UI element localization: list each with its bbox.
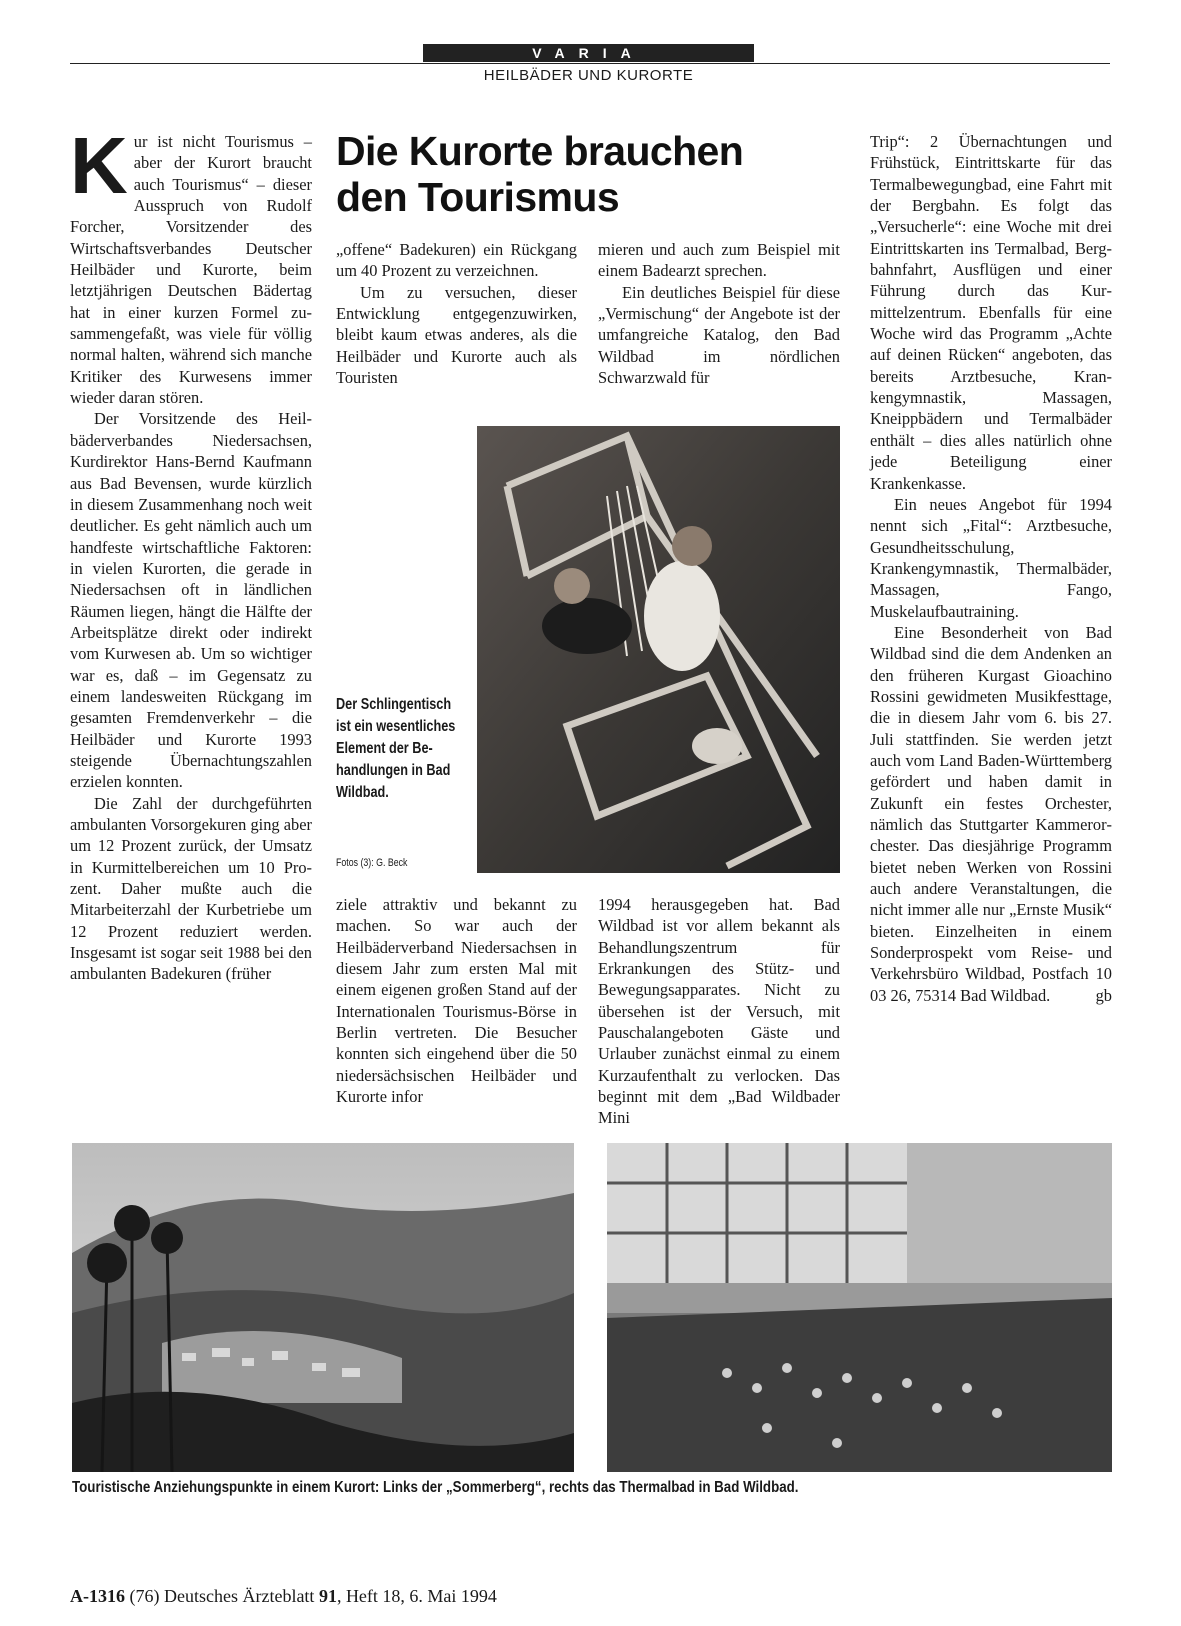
headline-line: den Tourismus (336, 174, 620, 220)
paragraph (70, 121, 312, 408)
author-signature: gb (1095, 985, 1112, 1005)
section-title: HEILBÄDER UND KURORTE (483, 67, 694, 84)
paragraph: 1994 herausgegeben hat. Bad Wildbad ist vor allem bekannt als Behandlungszentrum für Erkrankungen des Stütz- und Bewegungsapparates. Nicht zu übersehen ist der Versuch, mit Pauschalangeboten Gäste und Urlauber zunächst einmal zu einem Kurzaufenthalt zu verlocken. Das beginnt mit dem „Bad Wildbader Mini (598, 895, 840, 1128)
paragraph-text: Eine Besonderheit von Bad Wildbad sind die dem Andenken an den früheren Kurgast Gioachino Rossini gewidmeten Musikfesttage, die in diesem Jahr vom 6. bis 27. Juli stattfinden. Sie werden jetzt auch vom Land Baden-Württemberg gefördert und haben damit in Zukunft ein festes Orchester, nämlich das Stuttgarter Kammerorchester. Das diesjährige Programm bietet neben Werken von Rossini auch andere Veranstaltungen, die nicht immer alle nur „Ernste Musik“ bieten. Einzelheiten in einem Sonderprospekt vom Reise- und Verkehrsbüro Wildbad, Postfach 10 03 26, 75314 Bad Wildbad. (870, 622, 1112, 1005)
article-column-1 (70, 121, 312, 985)
figure-caption-bottom: Touristische Anziehungspunkte in einem Kurort: Links der „Sommerberg“, rechts das Thermalbad in Bad Wildbad. (72, 1479, 799, 1496)
paragraph: mieren und auch zum Beispiel mit einem Badearzt sprechen. (598, 240, 840, 281)
article-column-2-top (336, 239, 577, 388)
photo-thermalbad-image (607, 1143, 1112, 1472)
photo-credit: Fotos (3): G. Beck (336, 857, 408, 869)
section-kicker-bar (423, 44, 754, 62)
headline-line: Die Kurorte brauchen (336, 128, 744, 174)
paragraph: Die Zahl der durchgeführten ambulanten Vorsorgekuren ging aber um 12 Prozent zurück, der Umsatz in Kurmittelbereichen um 10 Prozent. Daher mußte auch die Mitarbeiterzahl der Kurbetriebe um 12 Prozent reduziert werden. Insgesamt ist sogar seit 1988 bei den ambulanten Badekuren (früher (70, 793, 312, 984)
photo-schlingentisch (477, 426, 840, 873)
issue-suffix: , Heft 18, 6. Mai 1994 (336, 1586, 497, 1606)
paragraph: Trip“: 2 Übernachtungen und Frühstück, Eintrittskarte für das Termalbewegungbad, eine Fahrt mit der Bergbahn. Es folgt das „Versucherle“: eine Woche mit drei Eintrittskarten ins Termalbad, Bergbahnfahrt, Ausflügen und einer Führung durch das Kurmittelzentrum. Ebenfalls für eine Woche wird das Programm „Achte auf deinen Rücken“ angeboten, das bereits Arztbesuche, Krankengymnastik, Massagen, Kneippbädern und Termalbäder enthält – dies alles natürlich ohne jede Beteiligung einer Krankenkasse. (870, 132, 1112, 493)
article-column-4 (870, 131, 1112, 1006)
article-column-2-bottom (336, 894, 577, 1107)
paragraph (870, 622, 1112, 1006)
article-column-3-bottom (598, 894, 840, 1129)
header-rule (70, 63, 1110, 64)
photo-thermalbad (607, 1143, 1112, 1472)
article-column-3-top (598, 239, 840, 388)
paragraph-text: ur ist nicht Tourismus – aber der Kurort braucht auch Tourismus“ – dieser Ausspruch von Rudolf Forcher, Vorsitzender des Wirtschaftsverbandes Deutscher Heilbäder und Kurorte, beim letztjährigen Deutschen Bädertag hat in einer kurzen Formel zusammengefaßt, was viele für völlig normal halten, während sich manche Kritiker des Kurwesens immer wieder daran stören. (70, 132, 312, 408)
figure-caption-schlingentisch: Der Schlingentisch ist ein wesentliches Element der Behandlungen in Bad Wildbad. (336, 696, 456, 801)
kicker-label: VARIA (532, 45, 645, 61)
paragraph: Ein neues Angebot für 1994 nennt sich „Fital“: Arztbesuche, Gesundheitsschulung, Krankengymnastik, Thermalbäder, Massagen, Fango, Muskelaufbautraining. (870, 494, 1112, 621)
issue-prefix: (76) Deutsches Ärzteblatt (129, 1586, 315, 1606)
photo-sommerberg (72, 1143, 574, 1472)
volume-number: 91 (318, 1586, 337, 1606)
page-number: A-1316 (70, 1586, 125, 1606)
paragraph: Um zu versuchen, dieser Entwicklung entgegenzuwirken, bleibt kaum etwas anderes, als die Heilbäder und Kurorte auch als Touristen (336, 282, 577, 388)
paragraph: ziele attraktiv und bekannt zu machen. So war auch der Heilbäderverband Niedersachsen in diesem Jahr zum ersten Mal mit einem eigenen großen Stand auf der Internationalen Tourismus-Börse in Berlin vertreten. Die Besucher konnten sich eingehend über die 50 niedersächsischen Heilbäder und Kurorte infor (336, 895, 577, 1107)
page-footer (70, 1586, 497, 1607)
photo-sommerberg-image (72, 1143, 574, 1472)
article-headline (336, 128, 836, 220)
drop-cap: K (70, 121, 128, 210)
paragraph: „offene“ Badekuren) ein Rückgang um 40 Prozent zu verzeichnen. (336, 240, 577, 281)
paragraph: Der Vorsitzende des Heilbäderverbandes Niedersachsen, Kurdirektor Hans-Bernd Kaufmann aus Bad Bevensen, wurde kürzlich in diesem Zusammenhang noch weit deutlicher. Es geht nämlich auch um handfeste wirtschaftliche Faktoren: in vielen Kurorten, die gerade in Niedersachsen oft in ländlichen Räumen liegen, hängt die Hälfte der Arbeitsplätze direkt oder indirekt vom Kurwesen ab. Um so wichtiger war es, daß – im Gegensatz zu einem landesweiten Rückgang im gesamten Fremdenverkehr – die Heilbäder und Kurorte 1993 steigende Übernachtungszahlen erzielen konnten. (70, 409, 312, 792)
photo-schlingentisch-image (477, 426, 840, 873)
paragraph: Ein deutliches Beispiel für diese „Vermischung“ der Angebote ist der umfangreiche Katalog, den Bad Wildbad im nördlichen Schwarzwald für (598, 282, 840, 388)
